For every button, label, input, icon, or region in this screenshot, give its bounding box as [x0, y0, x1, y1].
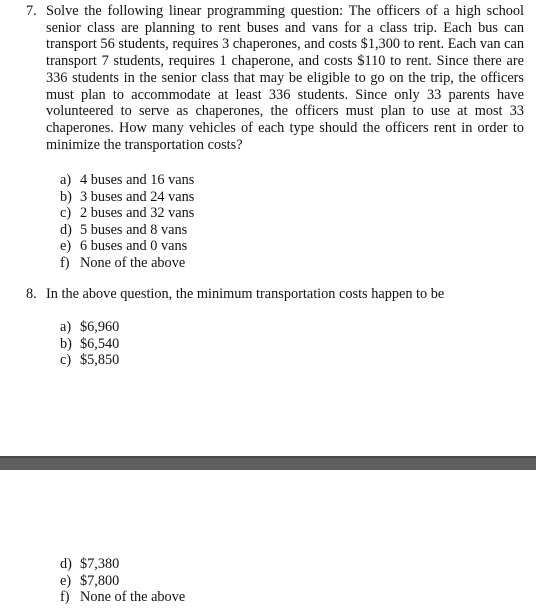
option-text: 5 buses and 8 vans: [80, 221, 188, 238]
option-text: None of the above: [80, 254, 186, 271]
answer-option: [60, 189, 194, 206]
option-text: 6 buses and 0 vans: [80, 238, 188, 254]
option-letter: d): [60, 556, 72, 572]
question-8: [26, 286, 524, 303]
option-letter: e): [60, 572, 72, 589]
question-7: [26, 3, 524, 153]
page-break-divider: [0, 456, 536, 470]
question-text: Solve the following linear programming question: The officers of a high school senior class are planning to rent buses and vans for a class trip. Each bus can transport 56 students, requires 3 chaperones, and costs $1,300 to rent. Each van can transport 7 students, requires 1 chaperone, and costs $110 to rent. Since there are 336 students in the senior class that may be eligible to go on the trip, the officers must plan to accommodate at least 336 students. Since only 33 parents have volunteered to serve as chaperones, the officers must plan to use at most 33 chaperones. How many vehicles of each type should the officers rent in order to minimize the transportation costs?: [46, 3, 524, 153]
option-letter: b): [60, 188, 72, 205]
question-number: 7.: [26, 3, 37, 19]
answer-option: [60, 205, 194, 222]
option-letter: e): [60, 238, 72, 254]
answer-option: [60, 556, 185, 573]
answer-option: [60, 589, 185, 606]
question-text: In the above question, the minimum transportation costs happen to be: [46, 286, 445, 302]
option-letter: a): [60, 172, 72, 188]
question-8-options: [60, 319, 119, 369]
question-7-options: [60, 172, 194, 271]
option-letter: f): [60, 254, 70, 271]
option-letter: a): [60, 319, 72, 335]
option-letter: b): [60, 335, 72, 352]
option-text: None of the above: [80, 589, 186, 605]
option-letter: c): [60, 205, 72, 221]
answer-option: [60, 238, 194, 255]
option-letter: c): [60, 352, 72, 368]
option-letter: f): [60, 589, 70, 605]
option-text: 2 buses and 32 vans: [80, 205, 195, 221]
answer-option: [60, 336, 119, 353]
option-text: $6,540: [80, 335, 120, 352]
answer-option: [60, 255, 194, 272]
question-number: 8.: [26, 286, 37, 302]
option-text: 4 buses and 16 vans: [80, 172, 195, 188]
option-text: $7,380: [80, 556, 120, 572]
answer-option: [60, 573, 185, 590]
answer-option: [60, 172, 194, 189]
option-letter: d): [60, 221, 72, 238]
question-8-options-continued: [60, 556, 185, 606]
option-text: $5,850: [80, 352, 120, 368]
answer-option: [60, 222, 194, 239]
answer-option: [60, 319, 119, 336]
option-text: $6,960: [80, 319, 120, 335]
option-text: $7,800: [80, 572, 120, 589]
option-text: 3 buses and 24 vans: [80, 188, 195, 205]
answer-option: [60, 352, 119, 369]
